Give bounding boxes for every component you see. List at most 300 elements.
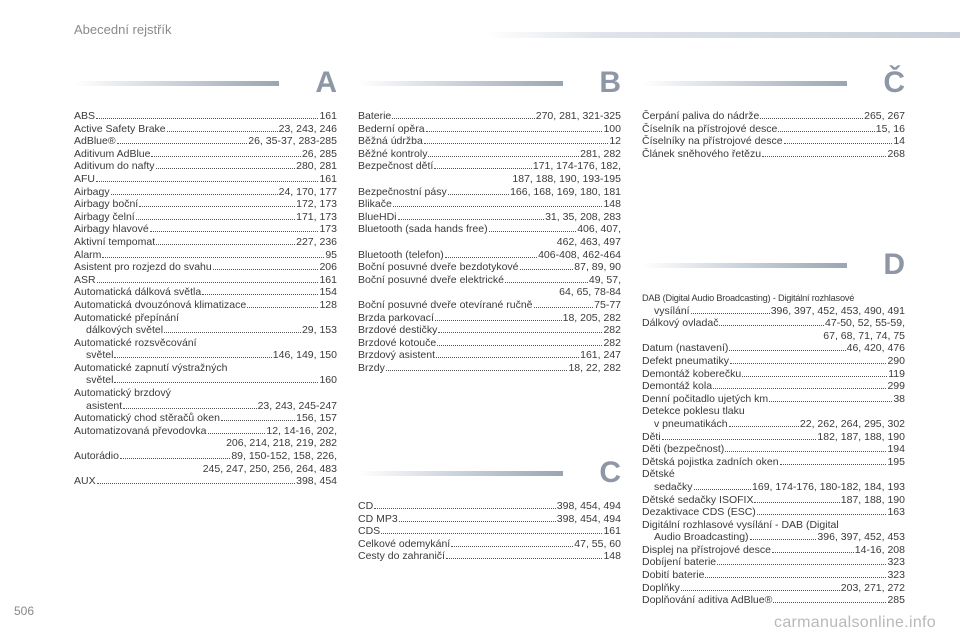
index-entry-term: Digitální rozhlasové vysílání - DAB (Digital [642,518,839,531]
index-entry-pages: 26, 285 [301,147,337,160]
index-entry [74,211,337,224]
index-entry-pages: 265, 267 [864,110,905,122]
section-divider-line [358,81,563,86]
index-entry-pages: 12, 14-16, 202, [266,424,337,437]
header-decoration-bar [485,32,960,38]
dot-leader [151,156,300,157]
index-entry [74,173,337,186]
index-entry-pages: 270, 281, 321-325 [535,110,621,122]
dot-leader [445,257,537,258]
dot-leader [96,118,318,119]
index-entry-pages: 227, 236 [296,235,337,248]
index-entry-term: Baterie [358,110,392,122]
index-entry [642,305,905,318]
dot-leader [742,376,887,377]
index-entry-pages: 128 [319,298,337,311]
index-entry-pages: 95 [325,248,337,261]
index-entry-term: Dálkový ovladač [642,317,719,330]
index-entry-pages: 15, 16 [875,122,905,135]
dot-leader [694,489,752,490]
index-entry-pages: 24, 170, 177 [278,185,337,198]
dot-leader [772,552,854,553]
index-entry-term: Bluetooth (sada hands free) [358,223,488,236]
index-entry [358,261,621,274]
dot-leader [428,156,579,157]
section-divider-line [358,471,563,476]
index-entry [74,387,337,400]
index-entry-term: Demontáž kola [642,380,713,393]
section-divider-line [74,81,279,86]
index-entry-pages: 75-77 [594,298,621,311]
dot-leader [97,282,319,283]
index-entry [358,337,621,350]
dot-leader [762,156,886,157]
index-entry [358,211,621,224]
dot-leader [780,464,887,465]
index-entry-pages: 148 [603,550,621,563]
dot-leader [97,483,296,484]
dot-leader [662,439,817,440]
index-entry-continuation: 245, 247, 250, 256, 264, 483 [202,462,337,475]
index-entry-term: ABS [74,110,96,122]
index-entry-term: asistent [86,399,123,412]
index-entry [74,198,337,211]
index-entry-list [74,110,337,488]
index-entry-pages: 172, 173 [296,198,337,211]
index-entry-pages: 206 [319,261,337,274]
index-entry-pages: 285 [887,594,905,607]
section-divider-line [642,263,847,268]
index-entry-pages: 268 [887,147,905,160]
dot-leader [167,131,278,132]
index-entry-term: Automatizovaná převodovka [74,424,207,437]
dot-leader [123,408,256,409]
index-entry-pages: 282 [603,336,621,349]
dot-leader [725,451,886,452]
index-section-b [358,68,621,374]
index-entry-pages: 29, 153 [301,324,337,337]
section-header [74,68,337,100]
index-entry [358,223,621,236]
index-entry [74,123,337,136]
index-entry-term: vysílání [654,304,690,317]
index-entry-continuation: 187, 188, 190, 193-195 [512,172,621,185]
index-entry-term: Dezaktivace CDS (ESC) [642,506,756,519]
index-entry-term: Bezpečnostní pásy [358,185,447,198]
index-entry-pages: 194 [887,443,905,456]
dot-leader [381,533,602,534]
index-entry-pages: 47, 55, 60 [574,537,621,550]
index-entry-pages: 23, 243, 245-247 [257,399,337,412]
index-entry-term: Brzdový asistent [358,349,436,362]
index-entry [642,393,905,406]
index-entry-term: Brzdové destičky [358,324,438,337]
index-entry [642,123,905,136]
index-entry-term: AdBlue® [74,135,116,148]
index-entry [74,337,337,350]
index-entry-term: Cesty do zahraničí [358,550,445,563]
index-entry-pages: 161 [319,110,337,122]
index-entry-term: Bluetooth (telefon) [358,248,444,261]
dot-leader [705,577,886,578]
index-entry [74,249,337,262]
index-entry [358,500,621,513]
index-entry [358,538,621,551]
index-entry [642,443,905,456]
index-entry [358,135,621,148]
index-entry-pages: 398, 454, 494 [556,512,621,525]
index-entry [358,550,621,563]
dot-leader [111,194,278,195]
index-entry-term: Dětské [642,468,675,481]
index-entry-pages: 49, 57, [588,273,621,286]
index-entry-term: CD [358,500,374,512]
dot-leader [392,118,534,119]
index-entry [642,317,905,330]
index-entry-pages: 161 [603,525,621,538]
index-entry-term: Active Safety Brake [74,122,166,135]
index-entry-term: Děti (bezpečnost) [642,443,725,456]
index-entry [642,431,905,444]
index-entry-term: Automatická dálková světla [74,286,202,299]
dot-leader [717,564,886,565]
index-entry [358,198,621,211]
index-entry-pages: 161 [319,273,337,286]
dot-leader [213,269,319,270]
dot-leader [102,257,324,258]
section-letter: A [315,66,337,99]
index-entry-pages: 163 [887,506,905,519]
index-entry [642,506,905,519]
index-entry [358,525,621,538]
index-entry-term: Autorádio [74,450,119,463]
index-entry-pages: 47-50, 52, 55-59, [825,317,905,330]
index-entry-term: Aditivum AdBlue [74,147,151,160]
index-entry-term: Brzdy [358,361,385,374]
section-letter: D [883,248,905,281]
index-entry [74,274,337,287]
index-entry-pages: 161 [319,172,337,185]
index-entry-pages: 290 [887,354,905,367]
index-entry-continuation: 206, 214, 218, 219, 282 [226,437,337,450]
index-section-c-caron [642,68,905,160]
index-entry [642,148,905,161]
index-entry-pages: 406, 407, [577,223,621,236]
index-entry-term: AFU [74,172,95,185]
index-entry [74,412,337,425]
section-header [642,250,905,282]
index-entry-term: Dětské sedačky ISOFIX [642,493,754,506]
index-entry-pages: 182, 187, 188, 190 [817,430,905,443]
index-entry-continuation: 64, 65, 78-84 [559,286,621,299]
index-entry-term: v pneumatikách [654,417,728,430]
index-entry [642,494,905,507]
index-entry-continuation: 67, 68, 71, 74, 75 [823,329,905,342]
index-entry-term: Audio Broadcasting) [654,531,749,544]
index-entry [358,349,621,362]
index-entry-pages: 299 [887,380,905,393]
index-entry [642,468,905,481]
index-entry-pages: 173 [319,223,337,236]
index-entry [358,110,621,123]
dot-leader [730,363,887,364]
index-entry-pages: 282 [603,324,621,337]
index-entry-term: Detekce poklesu tlaku [642,405,745,418]
index-entry [74,362,337,375]
index-entry-pages: 154 [319,286,337,299]
index-entry [358,324,621,337]
index-entry-pages: 281, 282 [580,147,621,160]
index-entry [74,324,337,337]
index-entry [642,519,905,532]
index-entry [358,274,621,287]
index-entry-term: Aktivní tempomat [74,235,156,248]
index-section-d [642,250,905,607]
section-letter: B [599,66,621,99]
dot-leader [221,420,295,421]
index-entry-pages: 100 [603,122,621,135]
dot-leader [757,514,887,515]
index-entry-term: Boční posuvné dveře bezdotykové [358,261,519,274]
index-entry-term: Děti [642,430,661,443]
page-header-title: Abecední rejstřík [74,22,172,37]
index-entry-term: Automatické přepínání [74,311,180,324]
index-entry-term: Automatická dvouzónová klimatizace [74,298,247,311]
index-entry [74,236,337,249]
index-entry [642,531,905,544]
index-entry-term: Airbagy čelní [74,210,135,223]
dot-leader [156,244,295,245]
index-entry [74,223,337,236]
index-entry-list [358,110,621,374]
index-entry [642,594,905,607]
index-entry-pages: 323 [887,556,905,569]
index-entry [74,135,337,148]
index-entry-term: Demontáž koberečku [642,367,742,380]
index-entry [642,556,905,569]
dot-leader [729,350,845,351]
index-entry-pages: 31, 35, 208, 283 [545,210,621,223]
index-entry [74,374,337,387]
dot-leader [436,357,579,358]
index-entry [642,110,905,123]
index-entry-pages: 23, 243, 246 [278,122,337,135]
dot-leader [208,433,266,434]
dot-leader [117,143,248,144]
dot-leader [139,206,295,207]
dot-leader [691,313,770,314]
index-entry [642,569,905,582]
index-entry-term: sedačky [654,480,693,493]
index-entry-pages: 89, 150-152, 158, 226, [231,450,337,463]
dot-leader [750,539,817,540]
index-entry [358,186,621,199]
index-entry [358,362,621,375]
index-entry-term: Automatické zapnutí výstražných [74,361,228,374]
dot-leader [424,143,609,144]
dot-leader [374,508,556,509]
dot-leader [446,558,603,559]
index-entry [642,544,905,557]
watermark: carmanualsonline.info [774,614,936,631]
index-entry-term: Airbagy hlavové [74,223,149,236]
index-section-a [74,68,337,488]
index-entry-pages: 18, 22, 282 [568,361,621,374]
dot-leader [136,219,295,220]
index-entry-term: Bezpečnost dětí [358,160,434,173]
index-entry-term: Automatický chod stěračů oken [74,412,220,425]
index-entry-term: Boční posuvné dveře otevírané ručně [358,298,533,311]
index-entry-list [358,500,621,563]
index-entry [642,582,905,595]
dot-leader [505,282,588,283]
index-entry [74,186,337,199]
index-entry [358,148,621,161]
section-letter: C [599,456,621,489]
index-entry-term: Airbagy boční [74,198,139,211]
index-entry-pages: 203, 271, 272 [840,581,905,594]
index-entry-pages: 187, 188, 190 [840,493,905,506]
index-entry [74,286,337,299]
index-entry [642,380,905,393]
index-entry [358,299,621,312]
index-entry-term: Doplňky [642,581,680,594]
index-entry-pages: 323 [887,569,905,582]
index-entry-pages: 398, 454, 494 [556,500,621,512]
dot-leader [760,118,863,119]
index-entry-pages: 18, 205, 282 [562,311,621,324]
index-entry-pages: 396, 397, 452, 453 [817,531,905,544]
index-entry [74,148,337,161]
dot-leader [713,388,886,389]
dot-leader [520,269,574,270]
index-entry-pages: 26, 35-37, 283-285 [248,135,337,148]
index-entry-term: Dobití baterie [642,569,705,582]
dot-leader [729,426,799,427]
index-entry [74,261,337,274]
index-entry-pages: 14-16, 208 [854,543,905,556]
index-entry [358,513,621,526]
dot-leader [114,357,271,358]
section-letter: Č [883,66,905,99]
index-entry [642,456,905,469]
dot-leader [114,382,318,383]
index-entry-term: Číselník na přístrojové desce [642,122,778,135]
index-entry-term: Dobíjení baterie [642,556,717,569]
dot-leader [398,219,545,220]
index-entry-term: CDS [358,525,381,538]
index-entry [74,450,337,463]
index-entry [74,400,337,413]
index-entry [358,312,621,325]
dot-leader [719,325,824,326]
index-entry-pages: 166, 168, 169, 180, 181 [510,185,621,198]
dot-leader [96,181,318,182]
index-entry [358,160,621,173]
index-entry-pages: 280, 281 [296,160,337,173]
index-entry-term: Displej na přístrojové desce [642,543,771,556]
index-entry-term: Článek sněhového řetězu [642,147,762,160]
dot-leader [435,320,562,321]
dot-leader [150,231,319,232]
index-entry-term: Airbagy [74,185,110,198]
index-entry-pages: 169, 174-176, 180-182, 184, 193 [752,480,905,493]
index-entry [74,110,337,123]
index-entry-pages: 119 [888,367,905,380]
index-entry-pages: 161, 247 [580,349,621,362]
index-entry-term: Brzda parkovací [358,311,434,324]
section-header [358,458,621,490]
index-entry-term: dálkových světel [86,324,164,337]
index-entry [74,160,337,173]
index-entry-term: Automatické rozsvěcování [74,336,197,349]
index-entry-pages: 146, 149, 150 [272,349,337,362]
index-entry-pages: 171, 173 [296,210,337,223]
index-entry-list [642,292,905,607]
index-entry-term: DAB (Digital Audio Broadcasting) - Digitální rozhlasové [642,293,855,303]
dot-leader [399,521,556,522]
index-entry [74,312,337,325]
section-header [358,68,621,100]
index-entry-term: ASR [74,273,96,286]
index-entry-term: Doplňování aditiva AdBlue® [642,594,773,607]
dot-leader [438,332,602,333]
index-entry-pages: 87, 89, 90 [574,261,621,274]
index-entry-term: AUX [74,475,96,488]
dot-leader [247,307,318,308]
index-entry [358,249,621,262]
index-entry-term: Automatický brzdový [74,387,171,400]
dot-leader [434,168,532,169]
index-entry-continuation: 462, 463, 497 [556,235,621,248]
dot-leader [426,131,603,132]
index-entry-pages: 396, 397, 452, 453, 490, 491 [770,304,905,317]
index-entry-pages: 148 [603,198,621,211]
index-entry-term: Aditivum do nafty [74,160,155,173]
index-entry-term: Denní počitadlo ujetých km [642,392,769,405]
dot-leader [451,546,573,547]
index-entry-term: Brzdové kotouče [358,336,437,349]
index-entry-term: CD MP3 [358,512,398,525]
index-entry [642,418,905,431]
index-entry-term: Číselníky na přístrojové desce [642,135,783,148]
index-entry [74,299,337,312]
index-entry-term: BlueHDi [358,210,397,223]
index-entry [642,135,905,148]
index-entry-pages: 195 [887,455,905,468]
dot-leader [448,194,509,195]
index-entry-term: Datum (nastavení) [642,342,729,355]
index-entry-pages: 171, 174-176, 182, [532,160,621,173]
dot-leader [393,206,603,207]
dot-leader [437,345,602,346]
index-entry-pages: 398, 454 [296,475,337,488]
index-entry [642,355,905,368]
index-entry-term: Bederní opěra [358,122,425,135]
dot-leader [778,131,874,132]
index-entry-term: světel [86,349,114,362]
index-entry [642,368,905,381]
index-entry [358,123,621,136]
dot-leader [156,168,296,169]
dot-leader [386,370,568,371]
index-entry-term: Alarm [74,248,102,261]
index-entry-pages: 406-408, 462-464 [538,248,621,261]
index-entry-pages: 38 [893,392,905,405]
index-entry-pages: 46, 420, 476 [846,342,905,355]
index-entry-term: Celkové odemykání [358,537,451,550]
index-entry-pages: 14 [893,135,905,148]
